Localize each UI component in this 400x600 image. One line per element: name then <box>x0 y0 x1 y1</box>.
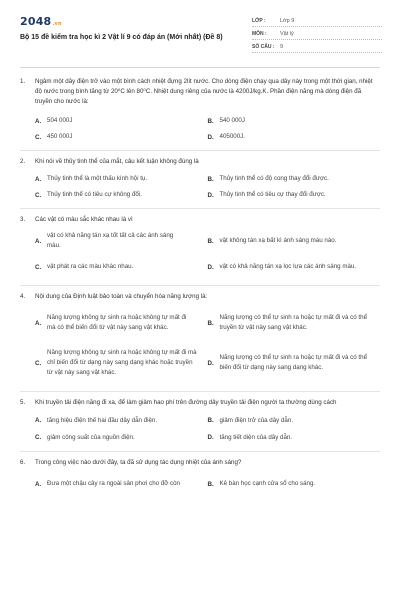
question-text: Nội dung của Định luật bảo toàn và chuyển hóa năng lượng là: <box>35 293 208 300</box>
option-letter: B. <box>207 417 214 424</box>
option-text: vật có khả năng tán xạ lọc lựa các ánh sáng màu. <box>219 263 357 270</box>
option-d[interactable] <box>208 340 381 386</box>
option-letter: D. <box>207 359 214 367</box>
option-letter: A. <box>35 237 42 245</box>
meta-row-class <box>252 14 382 27</box>
question-divider <box>20 208 380 209</box>
option-text: tăng tiết diện của dây dẫn. <box>219 433 293 441</box>
question-divider <box>20 391 380 392</box>
option-text: 504 000J <box>47 117 73 124</box>
option-b[interactable] <box>208 412 381 429</box>
meta-label: SỐ CÂU : <box>252 44 275 50</box>
question-2 <box>20 157 380 203</box>
question-text: Khi truyền tải điện năng đi xa, để làm giảm hao phí trên đường dây truyền tải điện người ta thường dùng cách <box>35 399 337 406</box>
option-d[interactable] <box>208 254 381 280</box>
option-a[interactable] <box>35 412 208 429</box>
option-letter: B. <box>207 117 214 125</box>
question-number: 2. <box>20 158 26 165</box>
document-meta <box>252 14 382 53</box>
meta-value: 9 <box>280 44 284 50</box>
option-text: tăng hiệu điện thế hai đầu dây dẫn điện. <box>47 416 158 424</box>
question-number: 5. <box>20 399 26 406</box>
option-letter: B. <box>207 237 214 245</box>
option-text: Thủy tinh thể có tiêu cự không đổi. <box>47 191 142 198</box>
option-letter: C. <box>35 359 42 367</box>
option-a[interactable] <box>35 306 208 340</box>
meta-row-subject <box>252 27 382 40</box>
option-b[interactable] <box>208 113 381 129</box>
option-a[interactable] <box>35 474 208 494</box>
option-text: 405000J. <box>219 133 245 140</box>
option-letter: D. <box>207 263 214 271</box>
meta-value: Lớp 9 <box>280 18 295 24</box>
option-c[interactable] <box>35 254 208 280</box>
question-number: 6. <box>20 459 26 466</box>
meta-label: LỚP : <box>252 18 266 24</box>
question-text: Các vật có màu sắc khác nhau là vì <box>35 216 133 223</box>
option-b[interactable] <box>208 171 381 187</box>
site-logo[interactable] <box>20 15 62 28</box>
option-c[interactable] <box>35 429 208 446</box>
option-a[interactable] <box>35 113 208 129</box>
question-number: 3. <box>20 216 26 223</box>
question-divider <box>20 285 380 286</box>
option-d[interactable] <box>208 129 381 145</box>
option-b[interactable] <box>208 474 381 494</box>
option-letter: C. <box>35 191 42 199</box>
question-1 <box>20 77 380 145</box>
option-text: Năng lượng không tự sinh ra hoặc không tự mất đi mà chỉ biến đổi từ dạng này sang dạng khác hoặc truyền từ vật này sang vật khác. <box>47 349 197 376</box>
option-text: vật phát ra các màu khác nhau. <box>47 263 134 270</box>
option-text: 540 000J <box>219 117 245 124</box>
option-a[interactable] <box>35 171 208 187</box>
option-letter: A. <box>35 417 42 424</box>
question-text: Trong công việc nào dưới đây, ta đã sử dụng tác dụng nhiệt của ánh sáng? <box>35 459 242 466</box>
option-letter: D. <box>207 133 214 141</box>
document-title: Bộ 15 đề kiểm tra học kì 2 Vật lí 9 có đáp án (Mới nhất) (Đề 8) <box>20 34 223 41</box>
question-4 <box>20 292 380 386</box>
option-letter: C. <box>35 434 42 441</box>
header-divider <box>20 67 380 68</box>
option-b[interactable] <box>208 306 381 340</box>
logo-text: 2048 <box>20 15 52 28</box>
option-letter: B. <box>207 480 214 488</box>
option-letter: C. <box>35 263 42 271</box>
question-divider <box>20 150 380 151</box>
option-text: giảm điện trở của dây dẫn. <box>219 416 294 424</box>
option-letter: A. <box>35 319 42 327</box>
logo-suffix: .vn <box>52 21 62 27</box>
option-c[interactable] <box>35 340 208 386</box>
option-letter: B. <box>207 319 214 327</box>
option-d[interactable] <box>208 187 381 203</box>
option-letter: D. <box>207 191 214 199</box>
option-text: Năng lượng có thể tự sinh ra hoặc tự mất đi và có thể biến đổi từ dạng này sang dạng khác. <box>219 354 368 371</box>
question-6 <box>20 458 380 494</box>
option-text: Năng lượng không tự sinh ra hoặc không tự mất đi mà có thể biến đổi từ vật này sang vật khác. <box>47 314 187 331</box>
meta-row-count <box>252 40 382 53</box>
option-d[interactable] <box>208 429 381 446</box>
option-letter: B. <box>207 175 214 183</box>
option-text: Thủy tinh thể có tiêu cự thay đổi được. <box>219 191 326 198</box>
meta-value: Vật lý <box>280 31 294 37</box>
option-letter: A. <box>35 117 42 125</box>
meta-label: MÔN : <box>252 31 267 37</box>
question-list <box>20 77 380 494</box>
option-text: 450 000J <box>47 133 73 140</box>
option-text: vật không tán xạ bất kì ánh sáng màu nào. <box>219 237 337 244</box>
option-c[interactable] <box>35 187 208 203</box>
option-text: vật có khả năng tán xạ tốt tất cả các ánh sáng màu. <box>47 232 174 249</box>
question-text: Ngâm một dây điện trở vào một bình cách nhiệt đựng 2lít nước. Cho dòng điện chạy qua dây này trong một thời gian, nhiệt độ nước trong bình tăng từ 20⁰C lên 80⁰C. Nhiệt dung riêng của nước là 4200J/kg.K. Phần điện năng mà dòng điện đã truyền cho nước là: <box>35 78 373 105</box>
option-text: Đưa một chậu cây ra ngoài sân phơi cho đỡ còn <box>47 480 180 487</box>
option-letter: A. <box>35 480 42 488</box>
option-text: Thủy tinh thể là một thấu kính hội tụ. <box>47 175 148 182</box>
question-text: Khi nói về thủy tinh thể của mắt, câu kết luận không đúng là <box>35 158 199 165</box>
question-3 <box>20 215 380 280</box>
question-divider <box>20 451 380 452</box>
page-header <box>20 12 382 58</box>
question-number: 1. <box>20 78 26 85</box>
option-text: giảm công suất của nguồn điện. <box>47 433 135 441</box>
option-c[interactable] <box>35 129 208 145</box>
option-letter: D. <box>207 434 214 441</box>
option-text: Năng lượng có thể tự sinh ra hoặc tự mất đi và có thể truyền từ vật này sang vật khác. <box>219 314 368 331</box>
option-b[interactable] <box>208 228 381 254</box>
question-5 <box>20 398 380 446</box>
option-letter: C. <box>35 133 42 141</box>
option-a[interactable] <box>35 228 208 254</box>
option-letter: A. <box>35 175 42 183</box>
option-text: Thủy tinh thể có độ cong thay đổi được. <box>219 175 329 182</box>
option-text: Kê bàn học cạnh cửa sổ cho sáng. <box>219 480 316 487</box>
question-number: 4. <box>20 293 26 300</box>
